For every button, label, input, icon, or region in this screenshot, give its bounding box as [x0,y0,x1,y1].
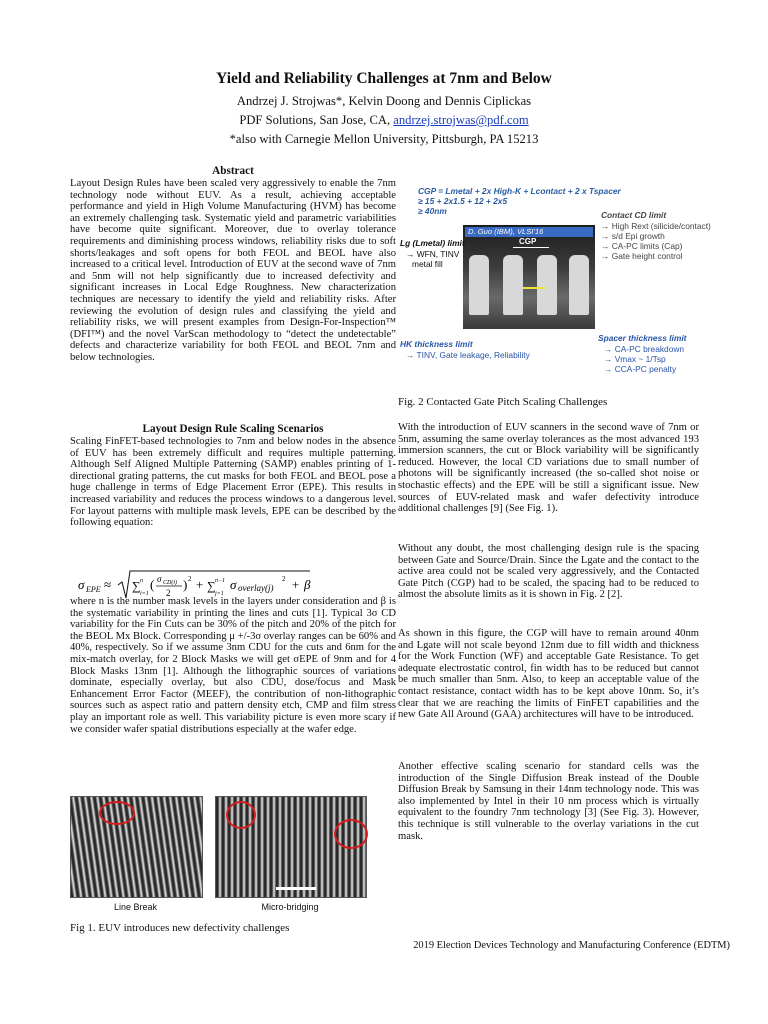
line-break-sem-image [70,796,203,898]
fig2-spacer-item: → Vmax ~ 1/Tsp [604,354,666,364]
image-credit: D. Guo (IBM), VLSI'16 [465,227,593,237]
fig2-caption: Fig. 2 Contacted Gate Pitch Scaling Challenges [398,396,608,408]
svg-text:EPE: EPE [86,585,101,594]
fig2-contact-item: → CA-PC limits (Cap) [601,241,683,251]
fig2-equation-line1: CGP = Lmetal + 2x High-K + Lcontact + 2 x Tspacer [418,186,621,196]
svg-text:n−1: n−1 [215,578,226,584]
scale-bar [276,887,316,890]
fig2-spacer-title: Spacer thickness limit [598,333,687,343]
fig2-hk-title: HK thickness limit [400,339,473,349]
fig2-equation-line3: ≥ 40nm [418,206,447,216]
cgp-label: CGP [519,237,537,246]
fig2-spacer-item: → CA-PC breakdown [604,344,685,354]
section-paragraph-1: Scaling FinFET-based technologies to 7nm and below nodes in the absence of EUV has been extremely difficult and requires multiple patterning. Although Self Aligned Multiple Patterning (SAMP) enables printing of 1-directional grating patterns, the cut masks for both FEOL and BEOL pose a huge challenge in terms of Edge Placement Error (EPE). This results in increased variability and reduces the process windows to a dangerous level. For layout patterns with multiple mask levels, EPE can be described by the following equation: [70,436,396,529]
also-with-note: *also with Carnegie Mellon University, Pittsburgh, PA 15213 [229,132,539,146]
section-heading: Layout Design Rule Scaling Scenarios [142,423,324,435]
svg-text:∑: ∑ [132,579,141,593]
svg-text:j=1: j=1 [215,591,224,597]
fig2-lg-item: metal fill [412,259,443,269]
svg-text:): ) [183,577,188,592]
fig2-lg-item: → WFN, TINV [406,249,460,259]
fig2-equation-line2: ≥ 15 + 2x1.5 + 12 + 2x5 [418,196,508,206]
affiliation-text: PDF Solutions, San Jose, CA, [239,113,394,127]
gate-1 [469,255,489,315]
authors: Andrzej J. Strojwas*, Kelvin Doong and Dennis Ciplickas [236,94,532,108]
fig2-spacer-item: → CCA-PC penalty [604,364,677,374]
fig2-contact-item: → High Rext (silicide/contact) [601,221,711,231]
svg-text:n: n [140,578,143,584]
tem-image [463,225,595,329]
right-paragraph-4: Another effective scaling scenario for standard cells was the introduction of the Single Diffusion Break instead of the Double Diffusion Break by Samsung in their 14nm technology node. This was also implemented by Intel in their 10 nm process which is virtually equivalent to the foundry 7nm technology [3] (See Fig. 3). However, this technique is still vulnerable to the overlay variations in the cut mask. [398,761,699,842]
abstract-heading: Abstract [212,165,254,177]
fig2-contact-item: → Gate height control [601,251,683,261]
svg-text:2: 2 [166,588,171,598]
email-link[interactable]: andrzej.strojwas@pdf.com [393,113,529,127]
fig2-contact-item: → s/d Epi growth [601,231,665,241]
cgp-arrow [513,247,549,248]
svg-text:(: ( [150,577,155,592]
contact-marker [523,287,545,289]
defect-circle [99,801,135,825]
conference-footer: 2019 Election Devices Technology and Manufacturing Conference (EDTM) [413,940,730,951]
defect-circle [226,801,256,829]
paper-title: Yield and Reliability Challenges at 7nm and Below [216,70,552,87]
svg-text:β: β [304,577,311,592]
section-paragraph-2: where n is the number mask levels in the layers under consideration and β is the systematic variability in printing the lines and cuts [1]. Typical 3σ CD variability for the Fin Cuts can be 30% of the pitch and 20% of the pitch for the BEOL Mx Block. Corresponding μ +/-3σ overlay ranges can be 60% and 40%, respectively. So if we assume 3nm CDU for the cuts and 6nm for the mix-match overlay, for 2 Block Masks we will get σEPE of 9nm and for 4 Block Masks 13nm [1]. Although the lithographic sources of variations dominate, especially overlay, but also CDU, dose/focus and Mask Enhancement Error Factor (MEEF), the contribution of non-lithographic sources such as aspect ratio and pattern density etch, CMP and film stress play an important role as well. This variability picture is even more scary if we consider wafer spatial distributions especially at the wafer edge. [70,596,396,735]
svg-text:≈: ≈ [104,577,112,592]
fig1-label-left: Line Break [113,902,158,912]
fig1-caption: Fig 1. EUV introduces new defectivity challenges [70,922,290,934]
right-paragraph-3: As shown in this figure, the CGP will have to remain around 40nm and Lgate will not scale beyond 12nm due to fill width and thickness for the Work Function (WF) and acceptable Gate Resistance. To get adequate electrostatic control, fin width has to be reduced but cannot be much smaller than 5nm. Also, to keep an acceptable value of the contact resistance, contact width has to be kept above 10nm. So, it’s clear that we are reaching the limits of FinFET capabilities and the new Gate All Around (GAA) architectures will have to be introduced. [398,628,699,721]
svg-text:CD(i): CD(i) [163,580,177,586]
svg-text:σ: σ [78,577,85,592]
fig2-lg-title: Lg (Lmetal) limit [400,238,465,248]
svg-text:2: 2 [188,575,192,583]
fig2-cgp-diagram [400,185,725,380]
right-paragraph-1: With the introduction of EUV scanners in the second wave of 7nm or 5nm, assuming the same overlay tolerances as the most advanced 193 immersion scanners, the cut or Block variability will be significantly reduced. However, the local CD variations due to small number of photons will be significantly increased (the so-called shot noise or stochastic effects) and the EPE will be still a significant issue. New sources of EUV-related mask and wafer defectivity introduce additional challenges [9] (See Fig. 1). [398,422,699,515]
micro-bridging-sem-image [215,796,367,898]
affiliation [0,113,768,128]
fig2-hk-item: → TINV, Gate leakage, Reliability [406,350,530,360]
gate-4 [569,255,589,315]
svg-text:σ: σ [157,574,162,584]
svg-text:i=1: i=1 [140,591,149,597]
svg-text:+: + [196,577,204,592]
gate-2 [503,255,523,315]
svg-text:+: + [292,577,300,592]
defect-circle [334,819,368,849]
svg-text:∑: ∑ [207,579,216,593]
fig1-label-right: Micro-bridging [261,902,319,912]
right-paragraph-2: Without any doubt, the most challenging design rule is the spacing between Gate and Source/Drain. Since the Lgate and the contact to the active area could not be scaled very aggressively, and the Contacted Gate Pitch (CGP) had to be scaled, the spacing had to be reduced to almost the absolute limits as it is shown in Fig. 2 [2]. [398,543,699,601]
svg-text:σ: σ [230,577,237,592]
gate-3 [537,255,557,315]
svg-text:2: 2 [282,575,286,583]
svg-text:overlay(j): overlay(j) [238,583,274,593]
abstract-text: Layout Design Rules have been scaled very aggressively to enable the 7nm technology node without EUV. As a result, achieving acceptable performance and yield in High Volume Manufacturing (HVM) has become an extremely challenging task. Systematic yield and parametric variabilities have become quite significant. Moreover, due to overlay tolerance requirements and diminishing process windows, reliability risks due to soft shorts/leakages and soft opens for both FEOL and BEOL have also increased to a critical level. Introduction of EUV at the second wave of 7nm and 5nm will not help significantly due to increased defectivity and significant increases in Local Edge Roughness. New characterization techniques are necessary to identify the yield and reliability risks. After reviewing the evolution of design rules and classifying the yield and reliability risks, we will present examples from Design-For-Inspection™ (DFI™) and the novel VarScan methodology to “detect the undetectable” defects and characterize variability for both FEOL and BEOL 7nm and below technologies. [70,178,396,363]
fig2-contact-title: Contact CD limit [601,210,667,220]
